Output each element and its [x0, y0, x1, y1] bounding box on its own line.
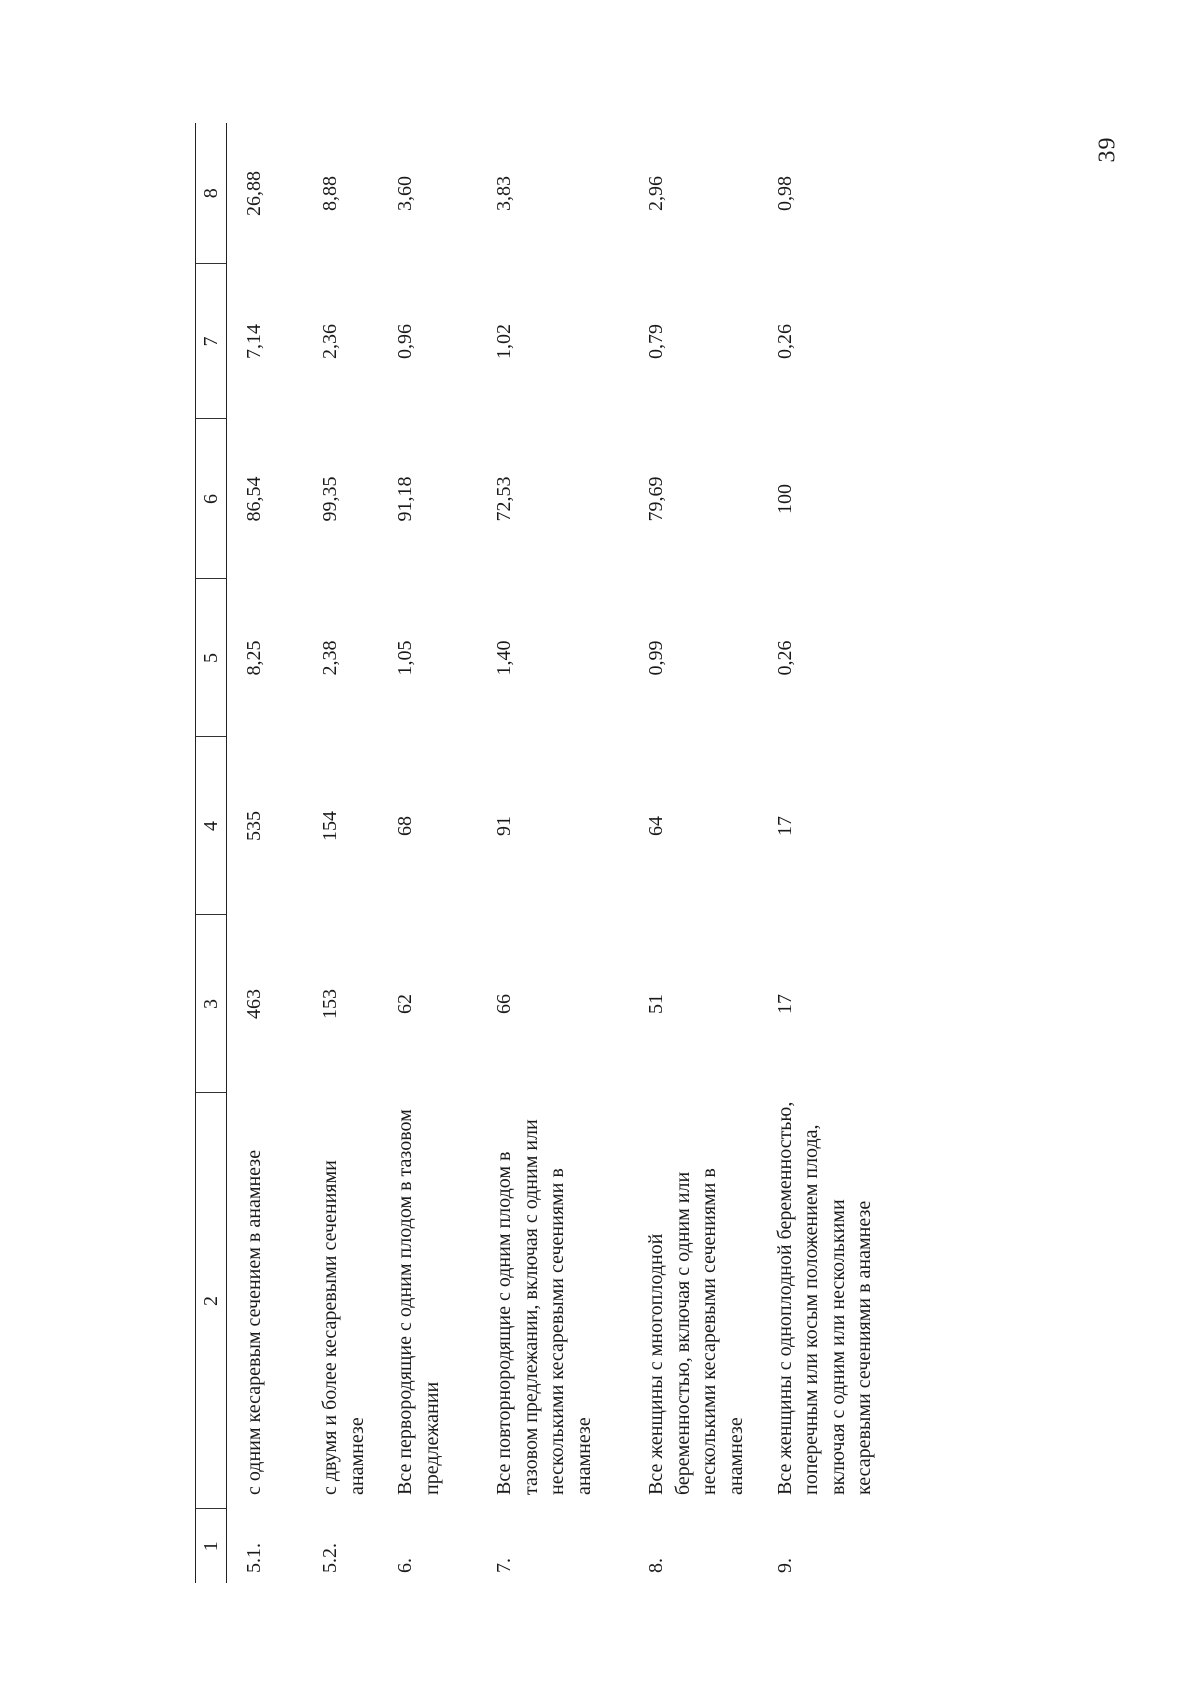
cell-col-3: 51 [645, 994, 668, 1014]
row-description: Все первородящие с одним плодом в тазовом предлежании [394, 1109, 443, 1495]
row-description: Все повторнородящие с одним плодом в тазовом предлежании, включая с одним или несколькими кесаревыми сечениями в анамнезе [493, 1119, 595, 1495]
row-number: 5.2. [319, 1543, 341, 1573]
cell-col-7: 0,96 [394, 324, 417, 359]
row-number: 8. [645, 1558, 668, 1573]
row-number: 5.1. [243, 1543, 265, 1573]
cell-col-7: 0,79 [645, 324, 668, 359]
row-description: Все женщины с многоплодной беременностью, включая с одним или несколькими кесаревыми сечениями в анамнезе [645, 1168, 747, 1495]
cell-col-5: 0,26 [773, 640, 796, 676]
cell-col-8: 0,98 [773, 176, 796, 211]
row-number: 9. [773, 1558, 796, 1573]
row-description: с двумя и более кесаревыми сечениями анамнезе [319, 1160, 368, 1495]
cell-col-6: 91,18 [394, 476, 417, 522]
cell-col-5: 1,05 [394, 640, 417, 676]
cell-col-8: 8,88 [319, 176, 341, 211]
row-number: 6. [394, 1558, 417, 1573]
cell-col-3: 17 [773, 994, 796, 1014]
column-header-4: 4 [196, 737, 227, 915]
column-header-5: 5 [196, 579, 227, 737]
column-header-1: 1 [196, 1509, 227, 1583]
table-row [378, 123, 477, 1583]
cell-col-7: 1,02 [493, 324, 516, 359]
row-number: 7. [493, 1558, 516, 1573]
cell-col-3: 62 [394, 994, 417, 1014]
cell-col-8: 26,88 [243, 171, 265, 216]
cell-col-5: 2,38 [319, 640, 341, 676]
column-header-3: 3 [196, 915, 227, 1093]
cell-col-6: 79,69 [645, 476, 668, 522]
cell-col-6: 100 [773, 484, 796, 514]
cell-col-8: 3,60 [394, 176, 417, 211]
cell-col-5: 1,40 [493, 640, 516, 676]
row-description: с одним кесаревым сечением в анамнезе [243, 1149, 265, 1495]
cell-col-6: 72,53 [493, 476, 516, 522]
cell-col-8: 2,96 [645, 176, 668, 211]
column-header-2: 2 [196, 1093, 227, 1509]
cell-col-5: 0,99 [645, 640, 668, 676]
cell-col-8: 3,83 [493, 176, 516, 211]
statistics-table [195, 123, 930, 1583]
cell-col-7: 7,14 [243, 324, 265, 359]
cell-col-4: 68 [394, 816, 417, 836]
cell-col-7: 0,26 [773, 324, 796, 359]
cell-col-6: 86,54 [243, 476, 265, 522]
table-row [629, 123, 757, 1583]
table-row [758, 123, 930, 1583]
column-header-8: 8 [196, 123, 227, 264]
column-header-6: 6 [196, 419, 227, 579]
page-number: 39 [1094, 136, 1121, 163]
cell-col-4: 64 [645, 816, 668, 836]
table-row [477, 123, 629, 1583]
cell-col-3: 66 [493, 994, 516, 1014]
table-row [303, 123, 378, 1583]
cell-col-4: 91 [493, 816, 516, 836]
cell-col-4: 535 [243, 811, 265, 841]
cell-col-7: 2,36 [319, 324, 341, 359]
cell-col-6: 99,35 [319, 476, 341, 522]
cell-col-4: 17 [773, 816, 796, 836]
cell-col-3: 463 [243, 989, 265, 1019]
rotated-table-frame [195, 123, 1015, 1583]
cell-col-3: 153 [319, 989, 341, 1019]
cell-col-5: 8,25 [243, 640, 265, 676]
table-header-row [196, 123, 227, 1583]
column-header-7: 7 [196, 264, 227, 419]
table-row [227, 123, 304, 1583]
cell-col-4: 154 [319, 811, 341, 841]
row-description: Все женщины с одноплодной беременностью, поперечным или косым положением плода, включая с одним или несколькими кесаревыми сечениями в анамнезе [773, 1101, 876, 1495]
